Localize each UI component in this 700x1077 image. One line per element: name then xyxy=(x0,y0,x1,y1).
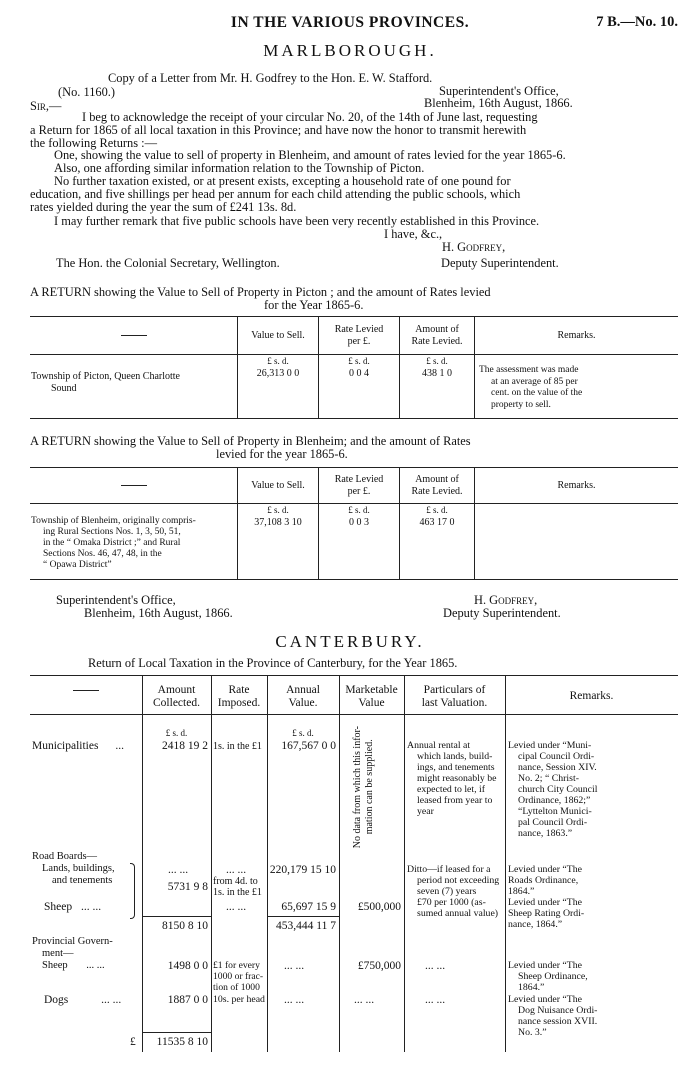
canterbury-heading: CANTERBURY. xyxy=(275,632,425,651)
road-boards-marketable-sheep: £500,000 xyxy=(357,901,401,913)
canterbury-col-rate: Rate Imposed. xyxy=(217,684,261,709)
letter-para-3: Also, one affording similar information relation to the Township of Picton. xyxy=(54,161,425,175)
municipalities-particulars-line: which lands, build- xyxy=(417,751,493,762)
picton-col-amount: Amount of Rate Levied. xyxy=(400,317,475,355)
road-boards-amount: 5731 9 8 xyxy=(167,881,208,893)
picton-row-label: Township of Picton, Queen Charlotte Sound xyxy=(31,371,180,394)
municipalities-remarks-line: No. 2; “ Christ- xyxy=(518,773,579,784)
municipalities-particulars-line: leased from year to xyxy=(417,795,493,806)
blenheim-signature-title: Deputy Superintendent. xyxy=(443,606,561,620)
letter-signature: H. Godfrey, xyxy=(442,240,506,254)
picton-value: £ s. d. 26,313 0 0 xyxy=(238,355,319,419)
municipalities-remarks-line: Levied under “Muni- xyxy=(508,740,592,751)
canterbury-units-annual: £ s. d. xyxy=(292,728,314,738)
municipalities-particulars-line: year xyxy=(417,806,434,817)
municipalities-remarks-line: “Lyttelton Munici- xyxy=(518,806,592,817)
municipalities-rate: 1s. in the £1 xyxy=(213,741,262,752)
provincial-sheep-rate xyxy=(213,960,263,993)
letter-close-1: I have, &c., xyxy=(384,227,443,241)
letter-office: Superintendent's Office, xyxy=(439,84,559,98)
canterbury-col-remarks: Remarks. xyxy=(569,690,614,702)
blenheim-return-year: levied for the year 1865-6. xyxy=(216,447,348,461)
dogs-annual-dots: ... ... xyxy=(284,994,305,1006)
road-boards-remarks-line: Levied under “The xyxy=(508,864,582,875)
municipalities-amount: 2418 19 2 xyxy=(162,740,208,752)
canterbury-col-marketable: Marketable Value xyxy=(345,684,398,709)
provincial-sheep-rate-line: tion of 1000 xyxy=(213,982,260,993)
dogs-particulars-dots: ... ... xyxy=(425,994,446,1006)
blenheim-value: £ s. d. 37,108 3 10 xyxy=(238,504,319,580)
municipalities-particulars-line: expected to let, if xyxy=(417,784,486,795)
blenheim-amount: £ s. d. 463 17 0 xyxy=(400,504,475,580)
municipalities-remarks-line: nance, 1863.” xyxy=(518,828,573,839)
provincial-sheep-particulars-dots: ... ... xyxy=(425,960,446,972)
dogs-remarks-line: No. 3.” xyxy=(518,1027,547,1038)
road-boards-sheep-rate-dots: ... ... xyxy=(226,901,247,913)
blenheim-place-date: Blenheim, 16th August, 1866. xyxy=(84,606,233,620)
picton-return-table xyxy=(30,316,678,419)
picton-col-blank xyxy=(30,317,238,355)
provincial-sheep-annual-dots: ... ... xyxy=(284,960,305,972)
municipalities-remarks xyxy=(508,740,676,839)
letter-para-4c: rates yielded during the year the sum of £241 13s. 8d. xyxy=(30,200,297,214)
road-boards-particulars-line: period not exceeding xyxy=(417,875,500,886)
row-dogs: Dogs ... ... xyxy=(44,994,122,1006)
provincial-sheep-rate-line: £1 for every xyxy=(213,960,260,971)
provincial-sheep-marketable: £750,000 xyxy=(357,960,401,972)
blenheim-remarks xyxy=(475,504,679,580)
blenheim-return-table xyxy=(30,467,678,580)
picton-return-title: A RETURN showing the Value to Sell of Property in Picton ; and the amount of Rates levied xyxy=(30,285,491,299)
blenheim-col-value: Value to Sell. xyxy=(238,468,319,504)
road-boards-particulars-line: £70 per 1000 (as- xyxy=(417,897,486,908)
blenheim-return-title: A RETURN showing the Value to Sell of Property in Blenheim; and the amount of Rates xyxy=(30,434,471,448)
letter-intro: Copy of a Letter from Mr. H. Godfrey to the Hon. E. W. Stafford. xyxy=(108,71,433,85)
dogs-remarks xyxy=(508,994,676,1038)
canterbury-subtitle: Return of Local Taxation in the Province of Canterbury, for the Year 1865. xyxy=(88,656,458,670)
picton-col-remarks: Remarks. xyxy=(475,317,679,355)
road-boards-annual-sheep: 65,697 15 9 xyxy=(281,901,336,913)
road-boards-rate: from 4d. to 1s. in the £1 xyxy=(213,876,262,898)
road-boards-remarks-line: 1864.” xyxy=(508,886,535,897)
letter-place-date: Blenheim, 16th August, 1866. xyxy=(424,96,573,110)
blenheim-office: Superintendent's Office, xyxy=(56,593,176,607)
blenheim-col-blank xyxy=(30,468,238,504)
letter-salutation: Sir,— xyxy=(30,99,62,113)
letter-para-5: I may further remark that five public schools have been very recently established in this Province. xyxy=(54,214,540,228)
road-boards-amount-dots: ... ... xyxy=(168,864,189,876)
municipalities-particulars-line: ings, and tenements xyxy=(417,762,495,773)
road-boards-particulars-line: sumed annual value) xyxy=(417,908,499,919)
canterbury-col-particulars: Particulars of last Valuation. xyxy=(421,684,488,709)
blenheim-col-remarks: Remarks. xyxy=(475,468,679,504)
road-boards-remarks-line: nance, 1864.” xyxy=(508,919,563,930)
road-boards-remarks-line: Roads Ordinance, xyxy=(508,875,579,886)
municipalities-remarks-line: cipal Council Ordi- xyxy=(518,751,595,762)
blenheim-rate: £ s. d. 0 0 3 xyxy=(319,504,400,580)
letter-para-4b: education, and five shillings per head per annum for each child attending the public schools, which xyxy=(30,187,521,201)
dogs-marketable-dots: ... ... xyxy=(354,994,375,1006)
row-road-boards: Road Boards— Lands, buildings, and tenements xyxy=(32,851,115,886)
canterbury-vertical-note: No data from which this infor- mation can be supplied. xyxy=(352,726,375,849)
municipalities-particulars-line: Annual rental at xyxy=(407,740,471,751)
road-boards-particulars xyxy=(407,864,504,919)
row-municipalities: Municipalities ... xyxy=(32,740,124,752)
dogs-remarks-line: Dog Nuisance Ordi- xyxy=(518,1005,598,1016)
picton-col-rate: Rate Levied per £. xyxy=(319,317,400,355)
row-provincial-government: Provincial Govern- ment— Sheep ... ... xyxy=(32,936,113,971)
picton-rate: £ s. d. 0 0 4 xyxy=(319,355,400,419)
picton-remarks: The assessment was made at an average of 85 per cent. on the value of the property to sell. xyxy=(475,355,679,419)
municipalities-remarks-line: Ordinance, 1862;” xyxy=(518,795,591,806)
canterbury-units-amount: £ s. d. xyxy=(165,728,188,738)
letter-para-1b: a Return for 1865 of all local taxation in this Province; and have now the honor to transmit herewith xyxy=(30,123,527,137)
picton-col-value: Value to Sell. xyxy=(238,317,319,355)
road-boards-particulars-line: seven (7) years xyxy=(417,886,477,897)
letter-para-1a: I beg to acknowledge the receipt of your circular No. 20, of the 14th of June last, requesting xyxy=(82,110,538,124)
letter-signature-title: Deputy Superintendent. xyxy=(441,256,559,270)
municipalities-particulars-line: might reasonably be xyxy=(417,773,497,784)
canterbury-col-annual: Annual Value. xyxy=(286,684,320,709)
letter-addressee: The Hon. the Colonial Secretary, Wellington. xyxy=(56,256,280,270)
row-road-boards-sheep: Sheep ... ... xyxy=(44,901,102,913)
provincial-sheep-remarks-line: 1864.” xyxy=(518,982,545,993)
road-boards-remarks xyxy=(508,864,676,930)
dogs-remarks-line: Levied under “The xyxy=(508,994,582,1005)
blenheim-signature: H. Godfrey, xyxy=(474,593,538,607)
dogs-rate: 10s. per head xyxy=(213,994,265,1005)
road-boards-subtotal: 8150 8 10 xyxy=(162,920,208,932)
total-prefix: £ xyxy=(130,1036,136,1048)
dogs-amount: 1887 0 0 xyxy=(167,994,208,1006)
blenheim-col-rate: Rate Levied per £. xyxy=(319,468,400,504)
blenheim-row-label: Township of Blenheim, originally compris- ing Rural Sections Nos. 1, 3, 50, 51, in the “ Omaka District ;” and Rural Sections Nos. 46, 47, 48, in the “ Opawa District” xyxy=(31,516,196,570)
canterbury-col-amount: Amount Collected. xyxy=(153,684,200,709)
provincial-sheep-remarks-line: Sheep Ordinance, xyxy=(518,971,588,982)
total-amount: 11535 8 10 xyxy=(156,1036,208,1048)
dogs-remarks-line: nance session XVII. xyxy=(518,1016,598,1027)
letter-para-1c: the following Returns :— xyxy=(30,136,157,150)
provincial-sheep-remarks-line: Levied under “The xyxy=(508,960,582,971)
municipalities-particulars xyxy=(407,740,504,817)
municipalities-annual: 167,567 0 0 xyxy=(281,740,336,752)
blenheim-col-amount: Amount of Rate Levied. xyxy=(400,468,475,504)
page-title: IN THE VARIOUS PROVINCES. xyxy=(230,14,470,31)
provincial-sheep-remarks xyxy=(508,960,676,993)
letter-number: (No. 1160.) xyxy=(58,85,116,99)
road-boards-annual-lands: 220,179 15 10 xyxy=(269,864,336,876)
canterbury-table xyxy=(30,675,678,1052)
road-boards-rate-dots: ... ... xyxy=(226,864,247,876)
picton-return-year: for the Year 1865-6. xyxy=(264,298,364,312)
municipalities-remarks-line: church City Council xyxy=(518,784,598,795)
road-boards-particulars-line: Ditto—if leased for a xyxy=(407,864,491,875)
picton-amount: £ s. d. 438 1 0 xyxy=(400,355,475,419)
provincial-sheep-amount: 1498 0 0 xyxy=(167,960,208,972)
road-boards-remarks-line: Levied under “The xyxy=(508,897,582,908)
letter-para-4a: No further taxation existed, or at present exists, excepting a household rate of one pound for xyxy=(54,174,511,188)
municipalities-remarks-line: nance, Session XIV. xyxy=(518,762,597,773)
letter-para-2: One, showing the value to sell of property in Blenheim, and amount of rates levied for the year 1865-6. xyxy=(54,148,566,162)
provincial-sheep-rate-line: 1000 or frac- xyxy=(213,971,264,982)
road-boards-annual-subtotal: 453,444 11 7 xyxy=(276,920,336,932)
marlborough-heading: MARLBOROUGH. xyxy=(263,41,437,60)
municipalities-remarks-line: pal Council Ordi- xyxy=(518,817,588,828)
road-boards-remarks-line: Sheep Rating Ordi- xyxy=(508,908,585,919)
page-reference: 7 B.—No. 10. xyxy=(596,14,678,30)
